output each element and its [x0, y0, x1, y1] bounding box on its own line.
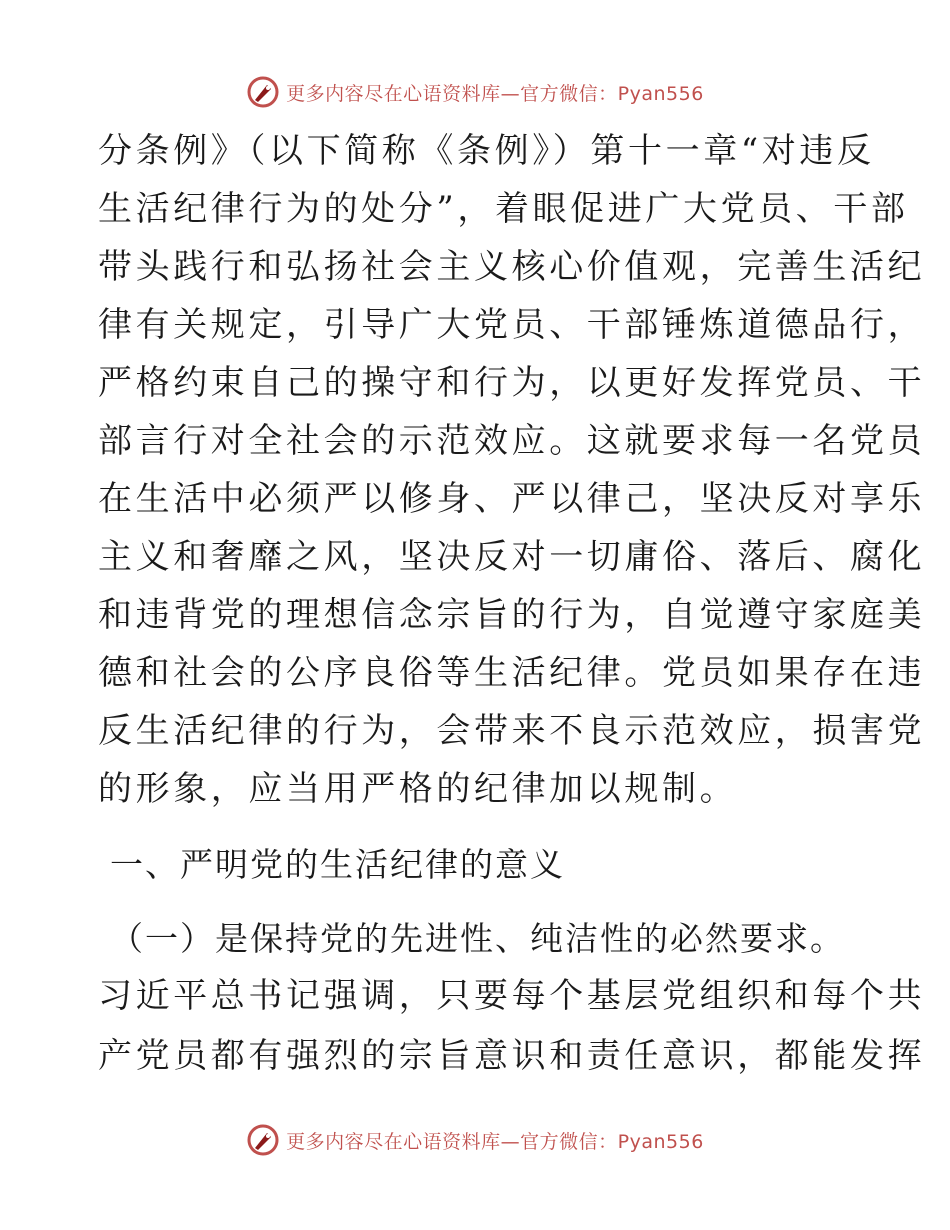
text-line: 严格约束自己的操守和行为，以更好发挥党员、干	[98, 363, 926, 403]
text-line: 德和社会的公序良俗等生活纪律。党员如果存在违	[98, 653, 926, 693]
section-heading: 一、严明党的生活纪律的意义	[110, 845, 565, 884]
text-line: 的形象，应当用严格的纪律加以规制。	[98, 769, 738, 809]
header-watermark	[0, 72, 950, 112]
text-line: 分条例》（以下简称《条例》）第十一章“对违反	[98, 131, 875, 171]
text-line: 习近平总书记强调，只要每个基层党组织和每个共	[98, 976, 926, 1016]
text-line: 带头践行和弘扬社会主义核心价值观，完善生活纪	[98, 247, 926, 287]
document-paragraph	[98, 122, 926, 818]
text-line: 产党员都有强烈的宗旨意识和责任意识，都能发挥	[98, 1036, 926, 1076]
text-line: 主义和奢靡之风，坚决反对一切庸俗、落后、腐化	[98, 537, 926, 577]
text-line: 反生活纪律的行为，会带来不良示范效应，损害党	[98, 711, 926, 751]
text-line: 和违背党的理想信念宗旨的行为，自觉遵守家庭美	[98, 595, 926, 635]
watermark-text: 更多内容尽在心语资料库—官方微信：Pyan556	[286, 82, 704, 105]
footer-watermark	[0, 1120, 950, 1160]
text-line: 生活纪律行为的处分”，着眼促进广大党员、干部	[98, 189, 909, 229]
text-line: 部言行对全社会的示范效应。这就要求每一名党员	[98, 421, 926, 461]
pen-nib-circle-icon	[246, 1123, 280, 1157]
document-paragraph-2	[98, 966, 926, 1086]
watermark-text: 更多内容尽在心语资料库—官方微信：Pyan556	[286, 1130, 704, 1153]
text-line: 在生活中必须严以修身、严以律己，坚决反对享乐	[98, 479, 926, 519]
pen-nib-circle-icon	[246, 75, 280, 109]
subsection-heading: （一）是保持党的先进性、纯洁性的必然要求。	[110, 919, 845, 958]
text-line: 律有关规定，引导广大党员、干部锤炼道德品行，	[98, 305, 926, 345]
